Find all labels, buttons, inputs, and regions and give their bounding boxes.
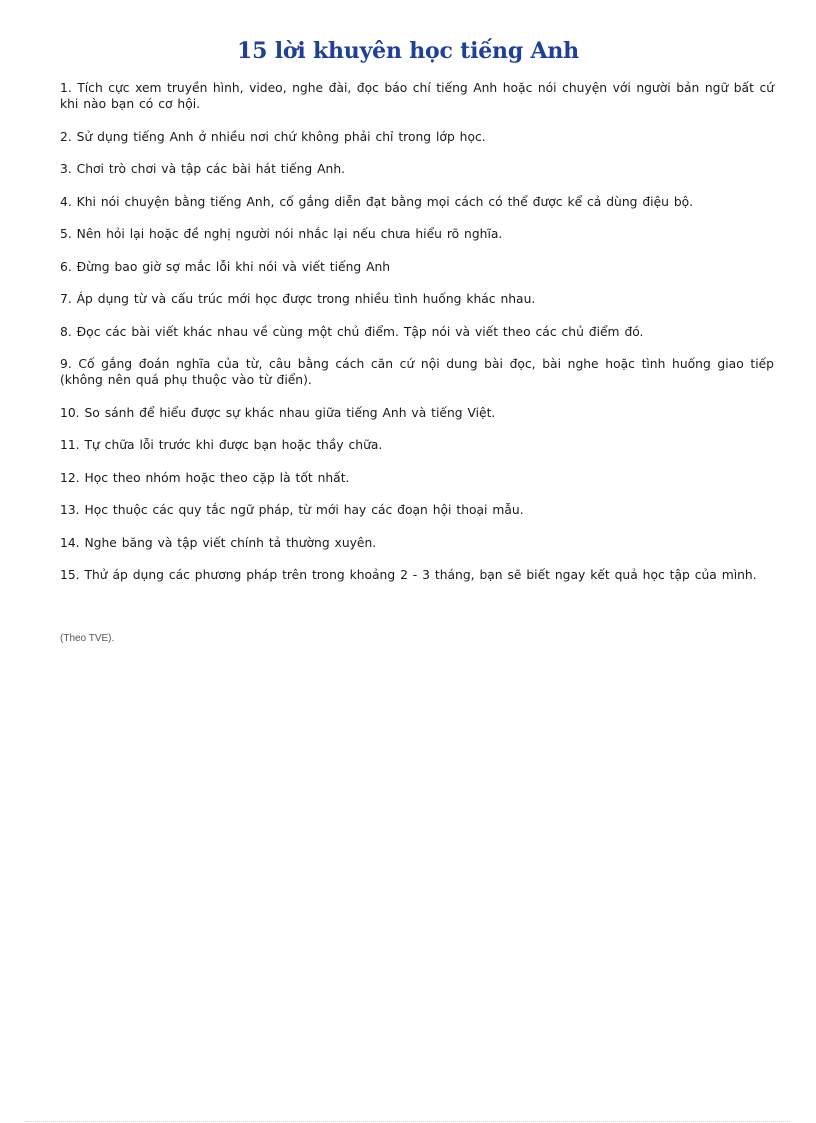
tip-item-15: 15. Thử áp dụng các phương pháp trên trong khoảng 2 - 3 tháng, bạn sẽ biết ngay kết quả học tập của mình. (60, 568, 757, 582)
tip-item-1: 1. Tích cực xem truyền hình, video, nghe đài, đọc báo chí tiếng Anh hoặc nói chuyện với người bản ngữ bất cứ khi nào bạn có cơ hội. (60, 81, 774, 111)
tip-item-12: 12. Học theo nhóm hoặc theo cặp là tốt nhất. (60, 470, 350, 485)
tip-item-7: 7. Áp dụng từ và cấu trúc mới học được trong nhiều tình huống khác nhau. (60, 292, 536, 306)
tip-item-6: 6. Đừng bao giờ sợ mắc lỗi khi nói và viết tiếng Anh (60, 259, 391, 274)
tip-item-13: 13. Học thuộc các quy tắc ngữ pháp, từ mới hay các đoạn hội thoại mẫu. (60, 503, 524, 517)
tip-item-5: 5. Nên hỏi lại hoặc đề nghị người nói nhắc lại nếu chưa hiểu rõ nghĩa. (60, 227, 503, 241)
tip-item-2: 2. Sử dụng tiếng Anh ở nhiều nơi chứ không phải chỉ trong lớp học. (60, 129, 486, 144)
tip-item-4: 4. Khi nói chuyện bằng tiếng Anh, cố gắng diễn đạt bằng mọi cách có thể được kể cả dùng điệu bộ. (60, 194, 694, 209)
page-title: 15 lời khuyên học tiếng Anh (237, 38, 579, 64)
tip-item-3: 3. Chơi trò chơi và tập các bài hát tiếng Anh. (60, 162, 346, 176)
source-note: (Theo TVE). (60, 633, 115, 644)
tip-item-9: 9. Cố gắng đoán nghĩa của từ, câu bằng cách căn cứ nội dung bài đọc, bài nghe hoặc tình huống giao tiếp (không nên quá phụ thuộc vào từ điển). (60, 357, 774, 387)
tips-list (60, 80, 774, 600)
page-bottom-divider (26, 1121, 790, 1122)
tip-item-11: 11. Tự chữa lỗi trước khi được bạn hoặc thầy chữa. (60, 438, 383, 452)
tip-item-10: 10. So sánh để hiểu được sự khác nhau giữa tiếng Anh và tiếng Việt. (60, 405, 496, 420)
tip-item-14: 14. Nghe băng và tập viết chính tả thường xuyên. (60, 535, 377, 550)
tip-item-8: 8. Đọc các bài viết khác nhau về cùng một chủ điểm. Tập nói và viết theo các chủ điểm đó. (60, 324, 644, 339)
